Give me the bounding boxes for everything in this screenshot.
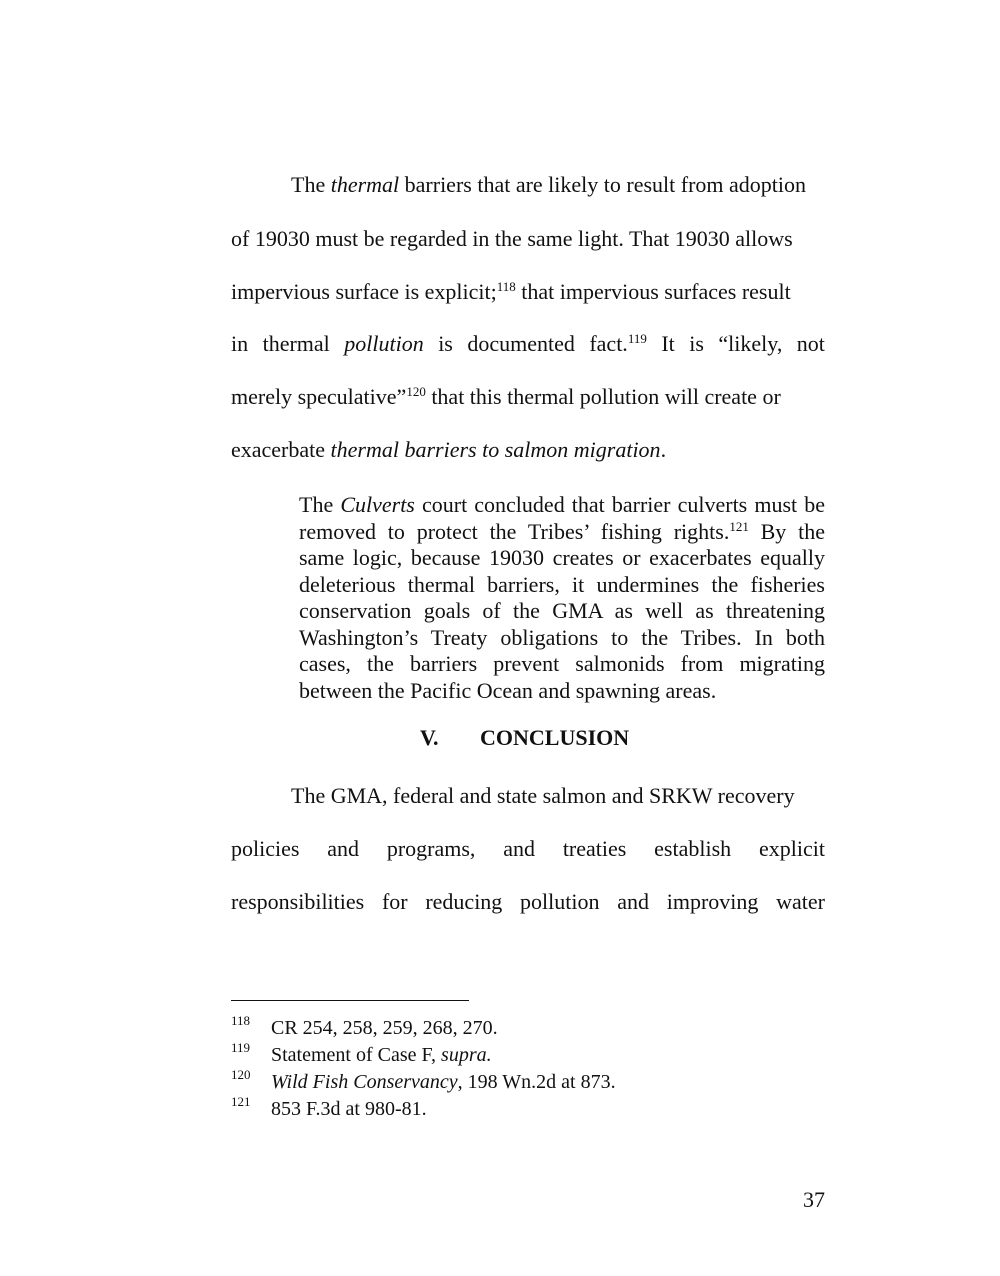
text-run: By the same logic, because 19030 creates or exacerbates equally deleterious thermal barriers, it undermines the fisheries conservation goals of the GMA as well as threatening Washington’s Treaty obligations to the Tribes. In both cases, the barriers prevent salmonids from migrating between the Pacific Ocean and spawning areas. [299, 518, 825, 703]
word: “likely, [718, 331, 783, 356]
text-run-italic: Culverts [340, 492, 415, 517]
word: is [689, 331, 704, 356]
word: policies [231, 836, 300, 861]
word-with-footnote [589, 330, 647, 358]
text-run-italic: Wild Fish Conservancy [271, 1071, 458, 1093]
footnote-text [271, 1070, 616, 1094]
paragraph1-line1 [231, 171, 825, 199]
word: is [438, 331, 453, 356]
section-title: CONCLUSION [480, 725, 630, 750]
word: pollution [520, 889, 600, 914]
page-number: 37 [803, 1187, 825, 1212]
text-run: . [660, 437, 667, 462]
text-run: impervious surface is explicit; [231, 279, 497, 304]
paragraph1-line3 [231, 278, 825, 306]
section-number: V. [420, 725, 439, 750]
word: fact. [589, 331, 628, 356]
word: responsibilities [231, 889, 365, 914]
text-run: The [299, 492, 341, 517]
text-run: , 198 Wn.2d at 873. [457, 1071, 616, 1093]
text-run: barriers that are likely to result from adoption [399, 172, 807, 197]
text-run: that this thermal pollution will create or [425, 384, 781, 409]
footnote-ref-119[interactable]: 119 [627, 331, 647, 346]
word: thermal [262, 331, 330, 356]
document-page [231, 0, 825, 1276]
footnote-text: 853 F.3d at 980-81. [271, 1098, 427, 1120]
text-run: Statement of Case F, [271, 1044, 442, 1066]
footnote-ref-120[interactable]: 120 [406, 384, 426, 399]
text-run-italic: thermal barriers to salmon migration [330, 437, 661, 462]
word: and [327, 836, 360, 861]
word: for [381, 889, 408, 914]
footnote-ref-121[interactable]: 121 [729, 518, 749, 534]
word: establish [654, 836, 732, 861]
text-run: that impervious surfaces result [515, 279, 791, 304]
paragraph1-line2: of 19030 must be regarded in the same light. That 19030 allows [231, 226, 793, 251]
word: and [503, 836, 535, 861]
word-italic: pollution [344, 331, 424, 356]
paragraph2-line2 [231, 835, 825, 863]
text-run: exacerbate [231, 437, 331, 462]
text-run: The [291, 172, 331, 197]
word: not [796, 331, 825, 356]
text-run: merely speculative” [231, 384, 407, 409]
word: treaties [562, 836, 627, 861]
footnote-number: 121 [231, 1094, 251, 1109]
word: It [661, 331, 675, 356]
block-quote-text [299, 492, 825, 704]
footnote-number: 118 [231, 1013, 251, 1028]
footnote-ref-118[interactable]: 118 [496, 279, 516, 294]
word: explicit [758, 836, 825, 861]
footnote-text: CR 254, 258, 259, 268, 270. [271, 1017, 498, 1039]
word: reducing [425, 889, 503, 914]
footnote-text [271, 1043, 492, 1067]
text-run-italic: supra. [441, 1044, 492, 1066]
paragraph1-line4 [231, 330, 825, 358]
footnote-number: 120 [231, 1067, 251, 1082]
block-quote [299, 492, 825, 704]
paragraph1-line5 [231, 383, 825, 411]
word: and [617, 889, 649, 914]
paragraph1-line6 [231, 436, 825, 464]
word: in [231, 331, 249, 356]
word: water [776, 889, 825, 914]
word: documented [467, 331, 575, 356]
word: programs, [386, 836, 476, 861]
paragraph2-line1: The GMA, federal and state salmon and SRKW recovery [291, 783, 795, 808]
footnote-separator [231, 1000, 469, 1001]
text-run: court concluded that barrier culverts must be removed to protect the Tribes’ fishing rights. [299, 492, 825, 544]
text-run-italic: thermal [330, 172, 400, 197]
footnote-number: 119 [231, 1040, 251, 1055]
paragraph2-line3 [231, 888, 825, 916]
word: improving [666, 889, 759, 914]
